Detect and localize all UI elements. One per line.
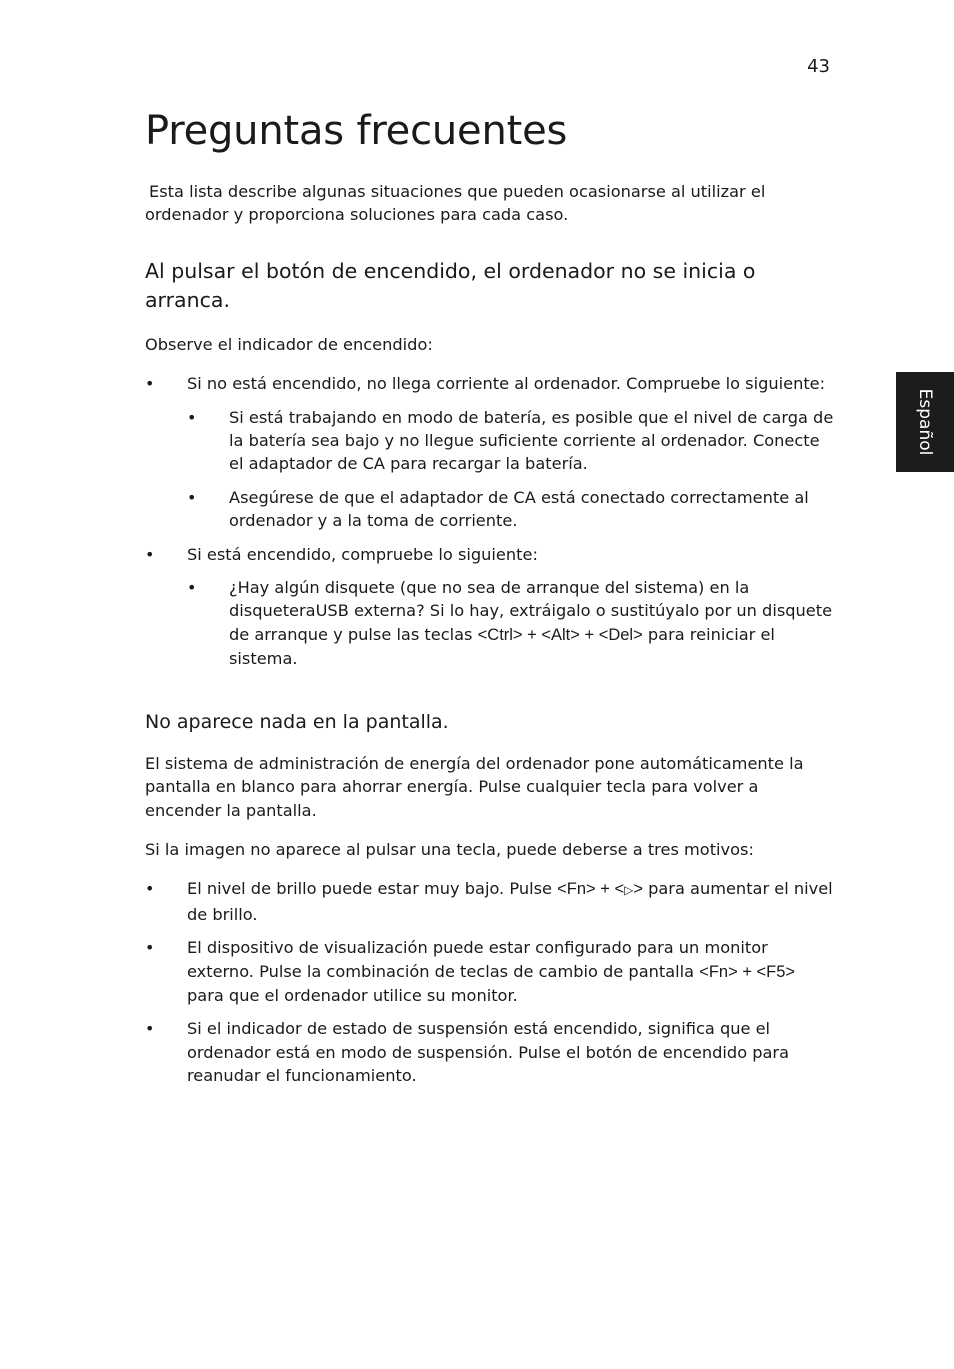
section-heading-power: Al pulsar el botón de encendido, el ordenador no se inicia o arranca. xyxy=(145,258,756,312)
list-item: • Si el indicador de estado de suspensión está encendido, significa que el ordenador está en modo de suspensión. Pulse el botón de encendido para reanudar el funcionamiento. xyxy=(145,1017,835,1087)
list-item xyxy=(187,576,835,671)
observe-text: Observe el indicador de encendido: xyxy=(145,334,433,354)
display-list xyxy=(145,877,835,1087)
key-combo: <Fn> + <F5> xyxy=(699,962,796,981)
page-number: 43 xyxy=(807,56,830,77)
key-combo: <Ctrl> + <Alt> + <Del> xyxy=(477,625,643,644)
item-text: El nivel de brillo puede estar muy bajo. Pulse xyxy=(187,879,558,899)
language-tab xyxy=(896,372,954,472)
list-item: • Asegúrese de que el adaptador de CA está conectado correctamente al ordenador y a la toma de corriente. xyxy=(187,486,835,533)
item-text: El dispositivo de visualización puede estar configurado para un monitor externo. Pulse la combinación de teclas de cambio de pantalla xyxy=(187,938,768,981)
intro-lead: Esta lista describe algunas situaciones que pueden ocasionarse al utilizar el xyxy=(149,182,766,201)
list-item-text: Si está encendido, compruebe lo siguiente: xyxy=(187,544,538,564)
language-tab-label: Español xyxy=(915,388,935,456)
power-list xyxy=(145,372,835,670)
page-title: Preguntas frecuentes xyxy=(145,108,568,154)
key-combo: <Fn> + <▷> xyxy=(557,880,643,899)
list-item: • Si está trabajando en modo de batería, es posible que el nivel de carga de la batería sea bajo y no llegue suficiente corriente al ordenador. Conecte el adaptador de CA para recargar la batería. xyxy=(187,406,835,476)
list-item xyxy=(145,936,835,1007)
intro-rest: ordenador y proporciona soluciones para cada caso. xyxy=(145,205,569,225)
intro-paragraph xyxy=(145,180,835,227)
list-item-text: Si no está encendido, no llega corriente al ordenador. Compruebe lo siguiente: xyxy=(187,374,826,394)
item-text: ¿Hay algún disquete (que no sea de arranque del sistema) en la disqueteraUSB externa? Si lo hay, extráigalo o sustitúyalo por un disquete de arranque y pulse las teclas xyxy=(229,578,833,644)
list-item xyxy=(145,543,835,671)
section-heading-display: No aparece nada en la pantalla. xyxy=(145,710,449,733)
list-item xyxy=(145,372,835,532)
item-text: para reiniciar el sistema. xyxy=(229,624,775,669)
item-text: para que el ordenador utilice su monitor. xyxy=(187,985,518,1005)
item-text: para aumentar el nivel de brillo. xyxy=(187,879,833,924)
display-paragraph: El sistema de administración de energía del ordenador pone automáticamente la pantalla en blanco para ahorrar energía. Pulse cualquier tecla para volver a encender la pantalla. xyxy=(145,753,804,820)
list-item xyxy=(145,877,835,926)
display-causes-intro: Si la imagen no aparece al pulsar una tecla, puede deberse a tres motivos: xyxy=(145,839,754,859)
sub-list xyxy=(187,406,835,533)
page-content xyxy=(145,180,835,1098)
triangle-right-icon: ▷ xyxy=(624,883,634,898)
sub-list xyxy=(187,576,835,671)
